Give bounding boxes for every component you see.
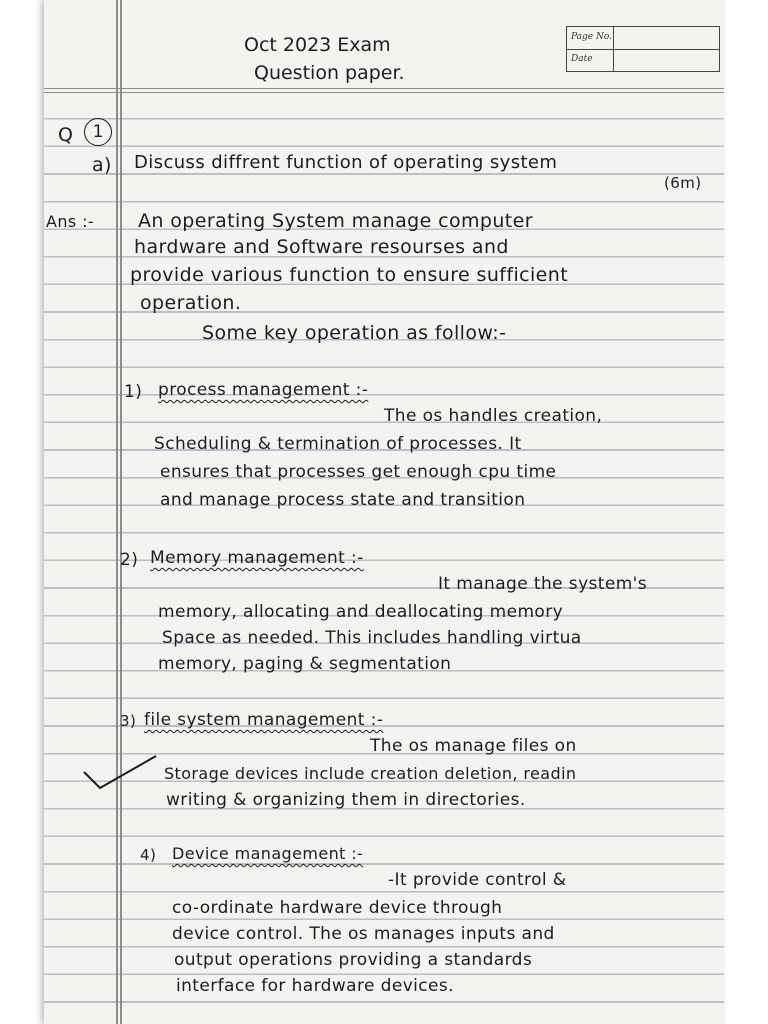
- point-line: The os manage files on: [370, 736, 577, 756]
- check-mark-icon: [80, 750, 160, 794]
- page-title: Oct 2023 Exam: [244, 34, 391, 56]
- point-line: memory, allocating and deallocating memory: [158, 602, 564, 622]
- answer-line: provide various function to ensure sufficient: [130, 264, 569, 286]
- answer-line: operation.: [140, 292, 242, 314]
- point-number: 4): [140, 846, 157, 864]
- point-number: 1): [124, 382, 143, 402]
- page-no-label: Page No.: [571, 32, 612, 42]
- question-text: Discuss diffrent function of operating system: [134, 152, 558, 173]
- point-number: 3): [120, 712, 137, 730]
- point-line: memory, paging & segmentation: [158, 654, 452, 674]
- page-date-box: [566, 26, 720, 72]
- margin-line: [120, 0, 122, 1024]
- header-rule: [44, 92, 724, 93]
- point-line: co-ordinate hardware device through: [172, 898, 503, 918]
- point-line: interface for hardware devices.: [176, 976, 454, 996]
- point-heading: Memory management :-: [150, 548, 364, 568]
- point-heading: Device management :-: [172, 844, 364, 863]
- point-line: Space as needed. This includes handling virtua: [162, 628, 582, 648]
- answer-label: Ans :-: [46, 212, 95, 231]
- point-line: writing & organizing them in directories.: [166, 790, 526, 810]
- point-line: Scheduling & termination of processes. It: [154, 434, 522, 454]
- margin-line: [116, 0, 118, 1024]
- point-line: device control. The os manages inputs and: [172, 924, 555, 944]
- question-marks: (6m): [664, 174, 702, 192]
- point-line: The os handles creation,: [384, 406, 603, 426]
- point-number: 2): [120, 550, 139, 570]
- key-operations-line: Some key operation as follow:-: [202, 322, 507, 344]
- point-line: and manage process state and transition: [160, 490, 526, 510]
- point-line: -It provide control &: [388, 870, 567, 890]
- date-label: Date: [571, 54, 593, 64]
- question-number: 1: [92, 122, 104, 142]
- point-line: It manage the system's: [438, 574, 647, 594]
- header-rule: [44, 88, 724, 89]
- point-heading: process management :-: [158, 380, 369, 400]
- point-line: output operations providing a standards: [174, 950, 533, 970]
- question-label: Q: [58, 124, 74, 146]
- point-line: Storage devices include creation deletion, readin: [164, 764, 577, 783]
- question-part-label: a): [92, 154, 112, 176]
- page-subtitle: Question paper.: [254, 62, 405, 84]
- answer-line: hardware and Software resourses and: [134, 236, 509, 258]
- answer-line: An operating System manage computer: [138, 210, 533, 232]
- point-heading: file system management :-: [144, 710, 384, 730]
- question-number-circle: [84, 118, 112, 146]
- point-line: ensures that processes get enough cpu time: [160, 462, 557, 482]
